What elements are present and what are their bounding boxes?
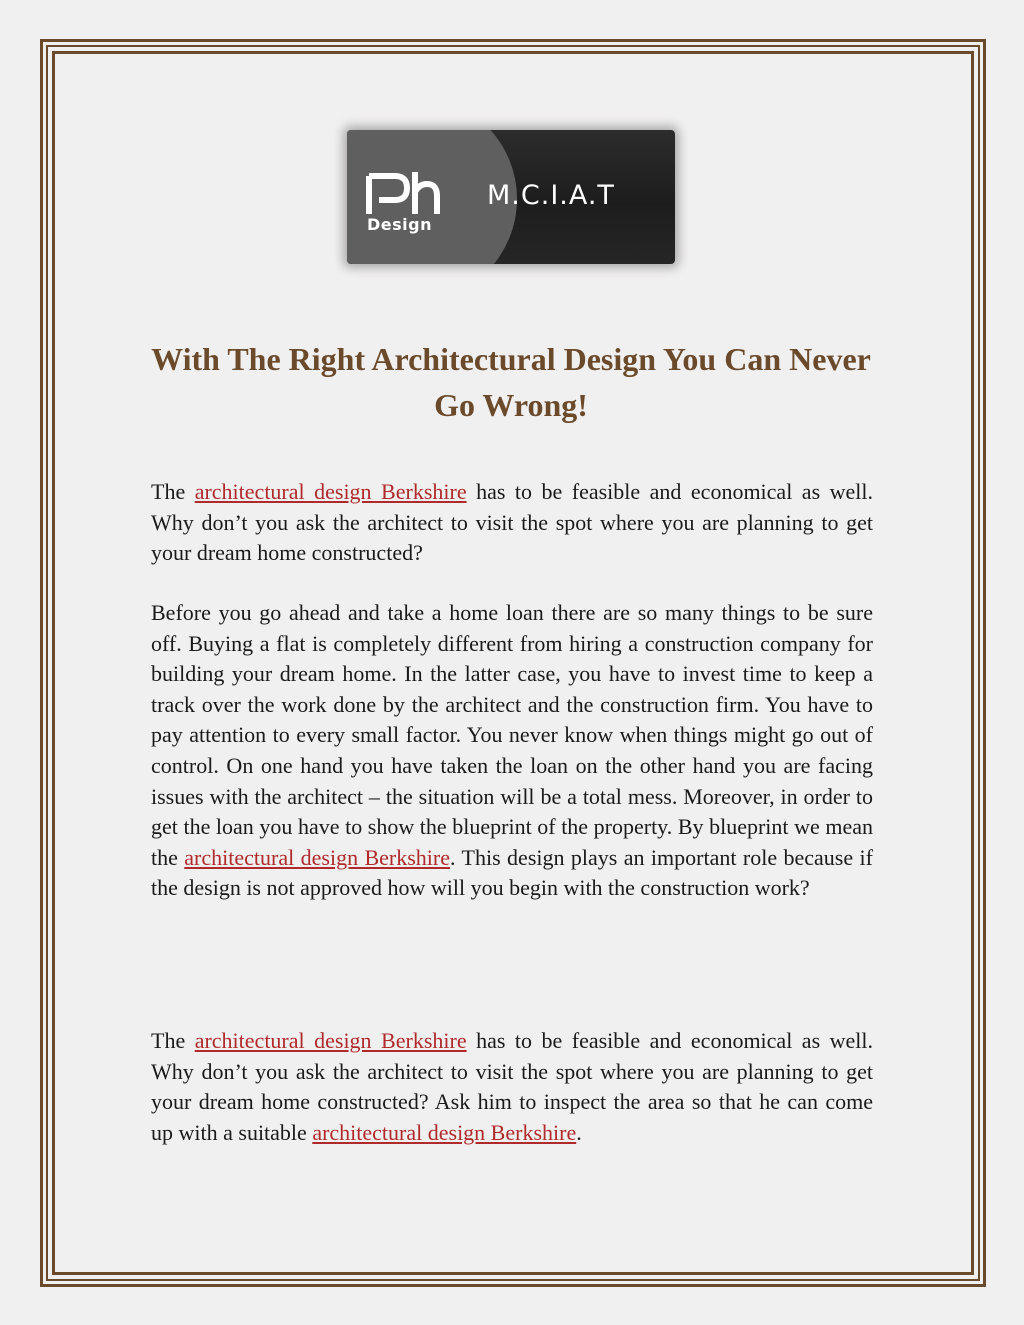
paragraph-text: The bbox=[151, 1028, 195, 1053]
paragraph-text: has to be feasible and economical as well. Why don’t you ask the architect to visit the spot where you are planning to get your dream home constructed? bbox=[151, 479, 873, 566]
paragraph-1 bbox=[151, 477, 873, 569]
architectural-design-link[interactable]: architectural design Berkshire bbox=[194, 1028, 467, 1053]
paragraph-3 bbox=[151, 1026, 873, 1148]
paragraph-text: The bbox=[151, 479, 195, 504]
architectural-design-link[interactable]: architectural design Berkshire bbox=[184, 844, 451, 870]
paragraph-text: Before you go ahead and take a home loan there are so many things to be sure off. Buying a flat is completely different from hiring a construction company for building your dream home. In the latter case, you have to invest time to keep a track over the work done by the architect and the construction firm. You have to pay attention to every small factor. You never know when things might go out of control. On one hand you have taken the loan on the other hand you are facing issues with the architect – the situation will be a total mess. Moreover, in order to get the loan you have to show the blueprint of the property. By blueprint we mean the bbox=[151, 600, 873, 870]
architectural-design-link[interactable]: architectural design Berkshire bbox=[194, 479, 467, 504]
architectural-design-link[interactable]: architectural design Berkshire bbox=[312, 1119, 577, 1145]
paragraph-text: . This design plays an important role because if the design is not approved how will you begin with the construction work? bbox=[151, 844, 873, 901]
logo-subtitle: Design bbox=[367, 215, 432, 234]
company-logo bbox=[347, 130, 675, 264]
paragraph-text: . bbox=[576, 1119, 582, 1145]
paragraph-text: has to be feasible and economical as well. Why don’t you ask the architect to visit the spot where you are planning to get your dream home constructed? Ask him to inspect the area so that he can come up with a suitable bbox=[151, 1028, 873, 1145]
page-title: With The Right Architectural Design You Can Never Go Wrong! bbox=[151, 341, 871, 423]
paragraph-2 bbox=[151, 598, 873, 904]
logo-text: M.C.I.A.T bbox=[487, 180, 615, 211]
